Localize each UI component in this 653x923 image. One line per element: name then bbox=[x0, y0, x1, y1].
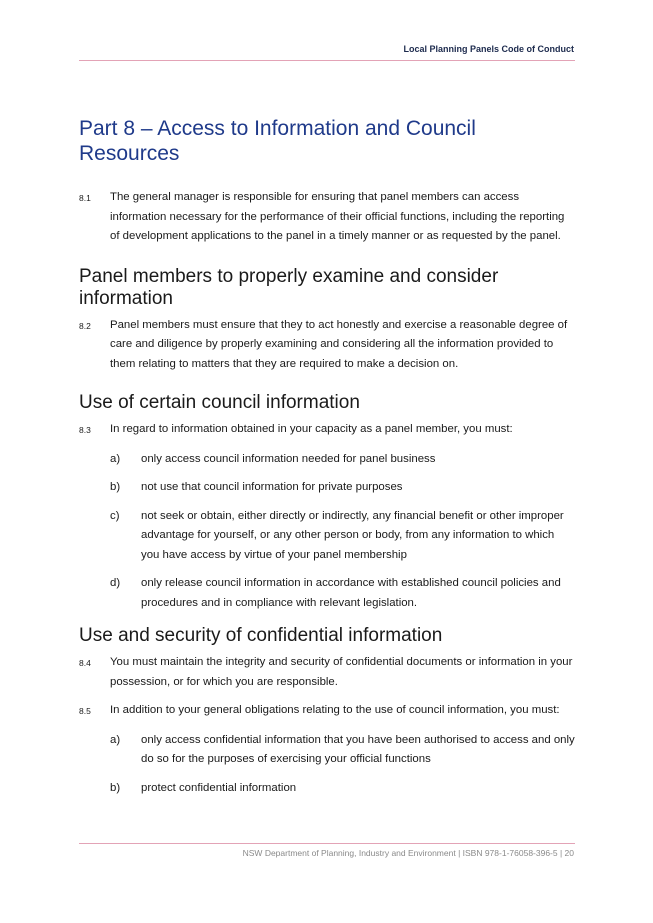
clause-number: 8.1 bbox=[79, 193, 91, 203]
list-item-letter: c) bbox=[110, 509, 120, 522]
clause-text: In regard to information obtained in your capacity as a panel member, you must: bbox=[110, 423, 513, 435]
list-item-letter: a) bbox=[110, 452, 121, 465]
list-item-letter: b) bbox=[110, 781, 121, 794]
page-footer: NSW Department of Planning, Industry and Environment | ISBN 978-1-76058-396-5 | 20 bbox=[242, 848, 574, 858]
clause-number: 8.4 bbox=[79, 658, 91, 668]
list-item bbox=[110, 574, 575, 613]
header-divider bbox=[79, 60, 575, 61]
list-item-text: protect confidential information bbox=[141, 781, 297, 794]
page-title: Part 8 – Access to Information and Council Resources bbox=[79, 117, 476, 165]
section-heading-confidential: Use and security of confidential information bbox=[79, 625, 443, 646]
list-item-text: only release council information in accordance with established council policies and procedures and in compliance with relevant legislation. bbox=[141, 577, 561, 609]
clause-8-3 bbox=[79, 420, 575, 440]
list-item bbox=[110, 779, 575, 799]
clause-number: 8.3 bbox=[79, 425, 91, 435]
clause-number: 8.2 bbox=[79, 320, 91, 331]
list-item-letter: b) bbox=[110, 481, 121, 493]
clause-text: Panel members must ensure that they to act honestly and exercise a reasonable degree of care and diligence by properly examining and considering all the information provided to them relating to matters that they are required to make a decision on. bbox=[110, 318, 568, 370]
clause-8-2 bbox=[79, 316, 575, 375]
clause-text: In addition to your general obligations relating to the use of council information, you must: bbox=[110, 704, 560, 716]
section-heading-examine: Panel members to properly examine and consider information bbox=[79, 265, 499, 309]
clause-text: The general manager is responsible for ensuring that panel members can access information necessary for the performance of their official functions, including the reporting of development applications to the panel in a timely manner or as requested by the panel. bbox=[110, 191, 565, 242]
list-item-letter: d) bbox=[110, 577, 121, 589]
list-item-letter: a) bbox=[110, 733, 121, 746]
footer-divider bbox=[79, 843, 575, 844]
page-content bbox=[79, 116, 575, 807]
clause-text: You must maintain the integrity and security of confidential documents or information in your possession, or for which you are responsible. bbox=[110, 656, 573, 688]
clause-8-4 bbox=[79, 653, 575, 692]
section-heading-use: Use of certain council information bbox=[79, 392, 360, 413]
list-item-text: not use that council information for private purposes bbox=[141, 481, 403, 493]
clause-8-5-list bbox=[79, 731, 575, 799]
clause-8-1 bbox=[79, 188, 575, 247]
clause-8-5 bbox=[79, 701, 575, 721]
list-item-text: not seek or obtain, either directly or indirectly, any financial benefit or other improper advantage for yourself, or any other person or body, from any information to which you have access by virtue of your panel membership bbox=[141, 509, 564, 561]
clause-8-3-list bbox=[79, 450, 575, 614]
list-item bbox=[110, 478, 575, 498]
list-item bbox=[110, 450, 575, 470]
list-item-text: only access confidential information that you have been authorised to access and only do so for the purposes of exercising your official functions bbox=[141, 733, 575, 765]
list-item-text: only access council information needed for panel business bbox=[141, 452, 436, 465]
list-item bbox=[110, 507, 575, 566]
list-item bbox=[110, 731, 575, 770]
running-header: Local Planning Panels Code of Conduct bbox=[403, 44, 574, 54]
clause-number: 8.5 bbox=[79, 706, 91, 716]
